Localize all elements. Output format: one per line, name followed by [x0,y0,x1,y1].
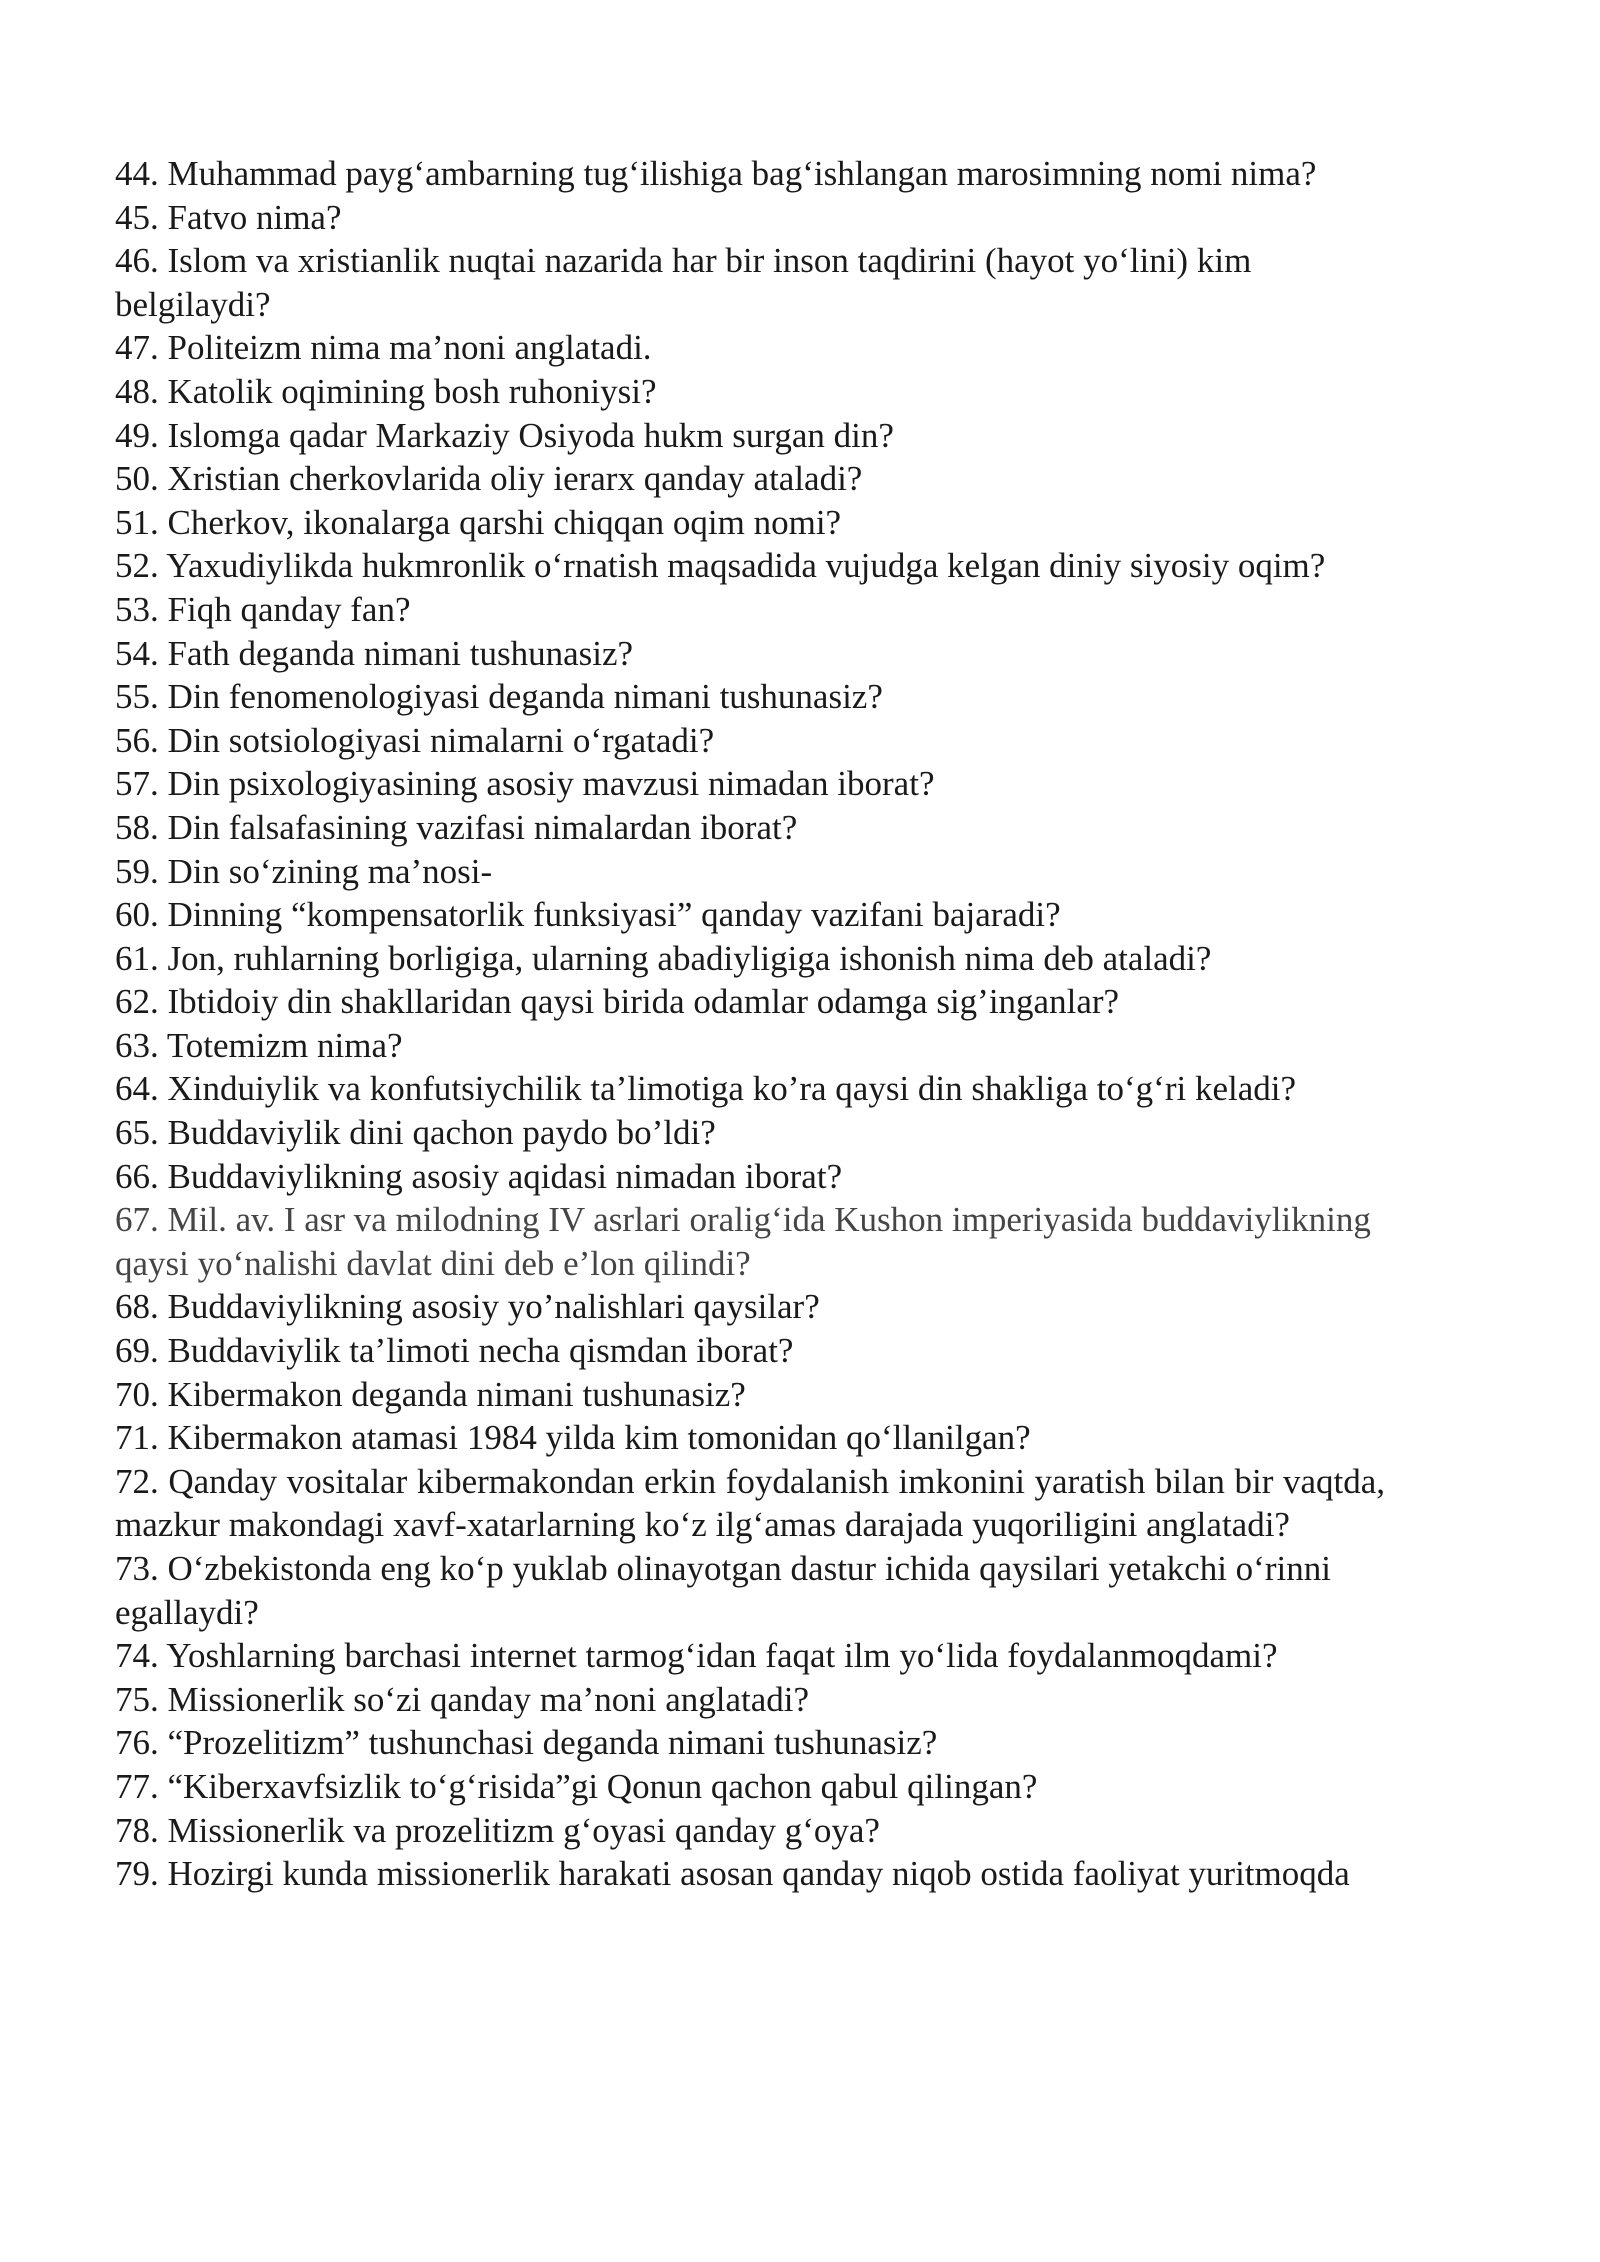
question-54: 54. Fath deganda nimani tushunasiz? [115,633,634,673]
question-77: 77. “Kiberxavfsizlik to‘g‘risida”gi Qonun qachon qabul qilingan? [115,1766,1038,1806]
question-59: 59. Din so‘zining ma’nosi- [115,851,493,891]
question-78: 78. Missionerlik va prozelitizm g‘oyasi qanday g‘oya? [115,1810,880,1850]
question-79: 79. Hozirgi kunda missionerlik harakati asosan qanday niqob ostida faoliyat yuritmoqda [115,1854,1350,1894]
question-44: 44. Muhammad payg‘ambarning tug‘ilishiga bag‘ishlangan marosimning nomi nima? [115,154,1317,193]
question-51: 51. Cherkov, ikonalarga qarshi chiqqan oqim nomi? [115,502,842,542]
question-71: 71. Kibermakon atamasi 1984 yilda kim tomonidan qo‘llanilgan? [115,1418,1031,1458]
question-75: 75. Missionerlik so‘zi qanday ma’noni anglatadi? [115,1679,810,1719]
question-50: 50. Xristian cherkovlarida oliy ierarx qanday ataladi? [115,459,863,499]
question-60: 60. Dinning “kompensatorlik funksiyasi” qanday vazifani bajaradi? [115,895,1061,935]
question-57: 57. Din psixologiyasining asosiy mavzusi nimadan iborat? [115,764,935,804]
question-61: 61. Jon, ruhlarning borligiga, ularning abadiyligiga ishonish nima deb ataladi? [115,938,1212,978]
question-52: 52. Yaxudiylikda hukmronlik o‘rnatish maqsadida vujudga kelgan diniy siyosiy oqim? [115,546,1326,586]
question-48: 48. Katolik oqimining bosh ruhoniysi? [115,371,657,411]
question-68: 68. Buddaviylikning asosiy yo’nalishlari qaysilar? [115,1287,820,1327]
question-74: 74. Yoshlarning barchasi internet tarmog‘idan faqat ilm yo‘lida foydalanmoqdami? [115,1636,1278,1676]
question-70: 70. Kibermakon deganda nimani tushunasiz? [115,1374,746,1414]
question-69: 69. Buddaviylik ta’limoti necha qismdan iborat? [115,1331,794,1371]
question-63: 63. Totemizm nima? [115,1025,403,1065]
question-64: 64. Xinduiylik va konfutsiychilik ta’limotiga ko’ra qaysi din shakliga to‘g‘ri keladi? [115,1069,1297,1109]
question-55: 55. Din fenomenologiyasi deganda nimani tushunasiz? [115,677,883,717]
question-72: 72. Qanday vositalar kibermakondan erkin foydalanish imkonini yaratish bilan bir vaqtda, mazkur makondagi xavf-xatarlarning ko‘z ilg‘amas darajada yuqoriligini anglatadi? [115,1461,1385,1545]
question-58: 58. Din falsafasining vazifasi nimalardan iborat? [115,807,798,847]
question-56: 56. Din sotsiologiyasi nimalarni o‘rgatadi? [115,720,715,760]
question-73: 73. O‘zbekistonda eng ko‘p yuklab olinayotgan dastur ichida qaysilari yetakchi o‘rinni egallaydi? [115,1549,1331,1632]
question-list [115,152,1385,1896]
question-62: 62. Ibtidoiy din shakllaridan qaysi birida odamlar odamga sig’inganlar? [115,982,1120,1022]
question-47: 47. Politeizm nima ma’noni anglatadi. [115,328,652,368]
question-49: 49. Islomga qadar Markaziy Osiyoda hukm surgan din? [115,415,894,455]
question-53: 53. Fiqh qanday fan? [115,589,411,629]
question-45: 45. Fatvo nima? [115,197,342,237]
question-66: 66. Buddaviylikning asosiy aqidasi nimadan iborat? [115,1156,843,1196]
question-76: 76. “Prozelitizm” tushunchasi deganda nimani tushunasiz? [115,1723,938,1763]
question-46: 46. Islom va xristianlik nuqtai nazarida har bir inson taqdirini (hayot yo‘lini) kim belgilaydi? [115,241,1252,324]
question-67: 67. Mil. av. I asr va milodning IV asrlari oralig‘ida Kushon imperiyasida buddaviylikning qaysi yo‘nalishi davlat dini deb e’lon qilindi? [115,1200,1371,1283]
question-65: 65. Buddaviylik dini qachon paydo bo’ldi? [115,1113,716,1153]
